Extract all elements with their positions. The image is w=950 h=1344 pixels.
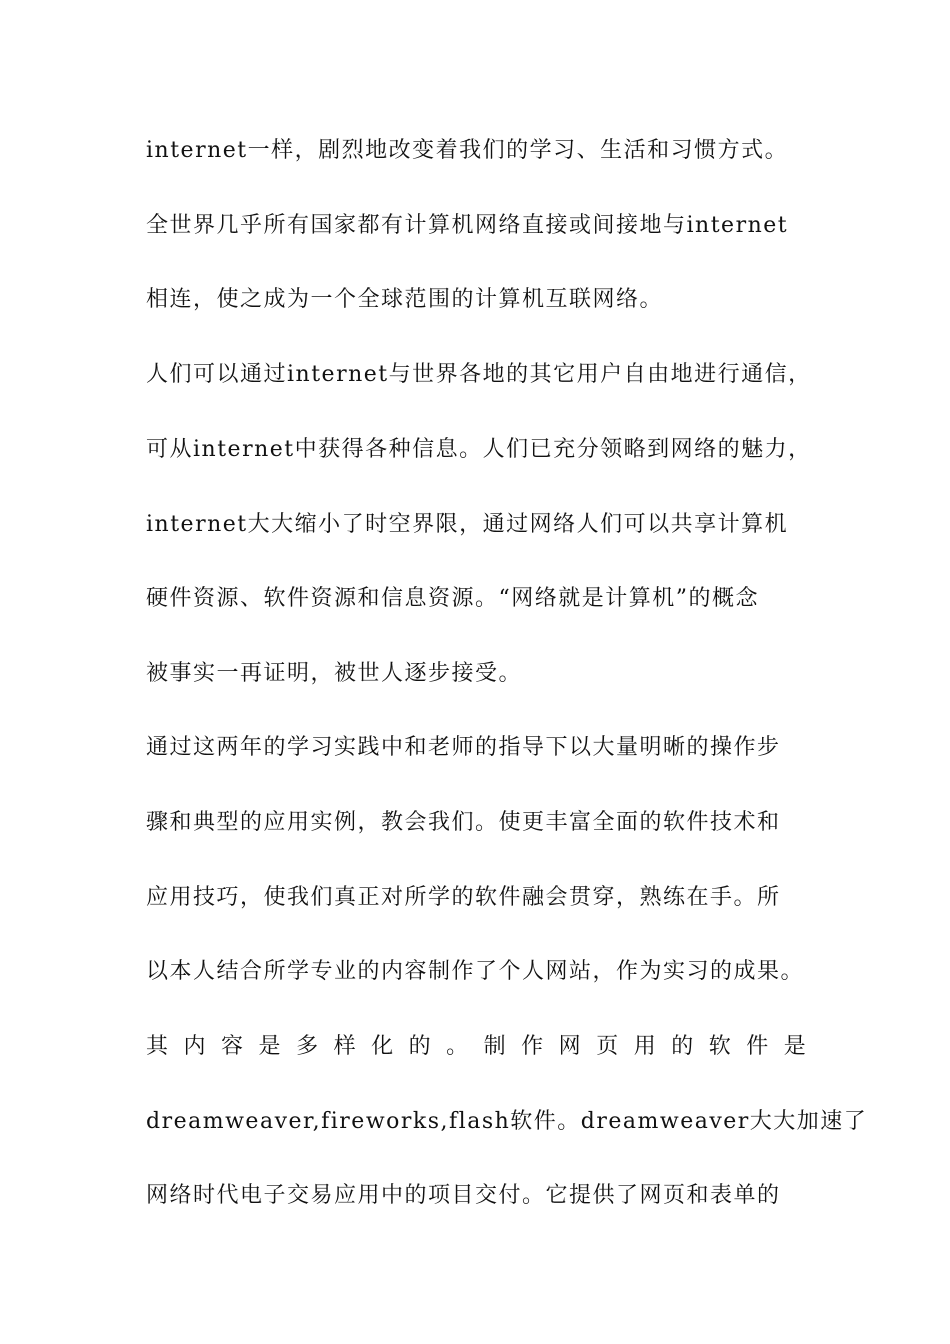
text-line: 通过这两年的学习实践中和老师的指导下以大量明晰的操作步 <box>146 735 781 760</box>
justified-char: 的 <box>408 1034 431 1059</box>
justified-char: 页 <box>596 1034 619 1059</box>
justified-char: 是 <box>258 1034 281 1059</box>
text-line-justified <box>146 1032 806 1062</box>
justified-char: 制 <box>483 1034 506 1059</box>
justified-char: 作 <box>521 1034 544 1059</box>
justified-char: 件 <box>746 1034 769 1059</box>
justified-char: 化 <box>371 1034 394 1059</box>
text-line: 骤和典型的应用实例，教会我们。使更丰富全面的软件技术和 <box>146 810 781 835</box>
text-line: 以本人结合所学专业的内容制作了个人网站，作为实习的成果。 <box>146 959 805 984</box>
text-line: dreamweaver,fireworks,flash软件。dreamweaver大大加速了 <box>146 1109 868 1134</box>
justified-char: 容 <box>221 1034 244 1059</box>
text-line: 全世界几乎所有国家都有计算机网络直接或间接地与internet <box>146 213 789 238</box>
text-line: 网络时代电子交易应用中的项目交付。它提供了网页和表单的 <box>146 1183 781 1208</box>
justified-char: 多 <box>296 1034 319 1059</box>
text-line: internet一样，剧烈地改变着我们的学习、生活和习惯方式。 <box>146 138 789 163</box>
justified-char: 用 <box>633 1034 656 1059</box>
justified-char: 软 <box>708 1034 731 1059</box>
text-line: 相连，使之成为一个全球范围的计算机互联网络。 <box>146 287 664 312</box>
justified-char: 网 <box>558 1034 581 1059</box>
justified-char: 。 <box>446 1034 469 1059</box>
text-line: 人们可以通过internet与世界各地的其它用户自由地进行通信， <box>146 362 812 387</box>
justified-char: 样 <box>333 1034 356 1059</box>
justified-char: 是 <box>783 1034 806 1059</box>
justified-char: 其 <box>146 1034 169 1059</box>
text-line: 可从internet中获得各种信息。人们已充分领略到网络的魅力， <box>146 437 812 462</box>
justified-char: 内 <box>183 1034 206 1059</box>
text-line: internet大大缩小了时空界限，通过网络人们可以共享计算机 <box>146 512 789 537</box>
justified-char: 的 <box>671 1034 694 1059</box>
text-line: 硬件资源、软件资源和信息资源。“网络就是计算机”的概念 <box>146 586 759 611</box>
text-line: 应用技巧，使我们真正对所学的软件融会贯穿，熟练在手。所 <box>146 885 781 910</box>
text-line: 被事实一再证明，被世人逐步接受。 <box>146 661 523 686</box>
